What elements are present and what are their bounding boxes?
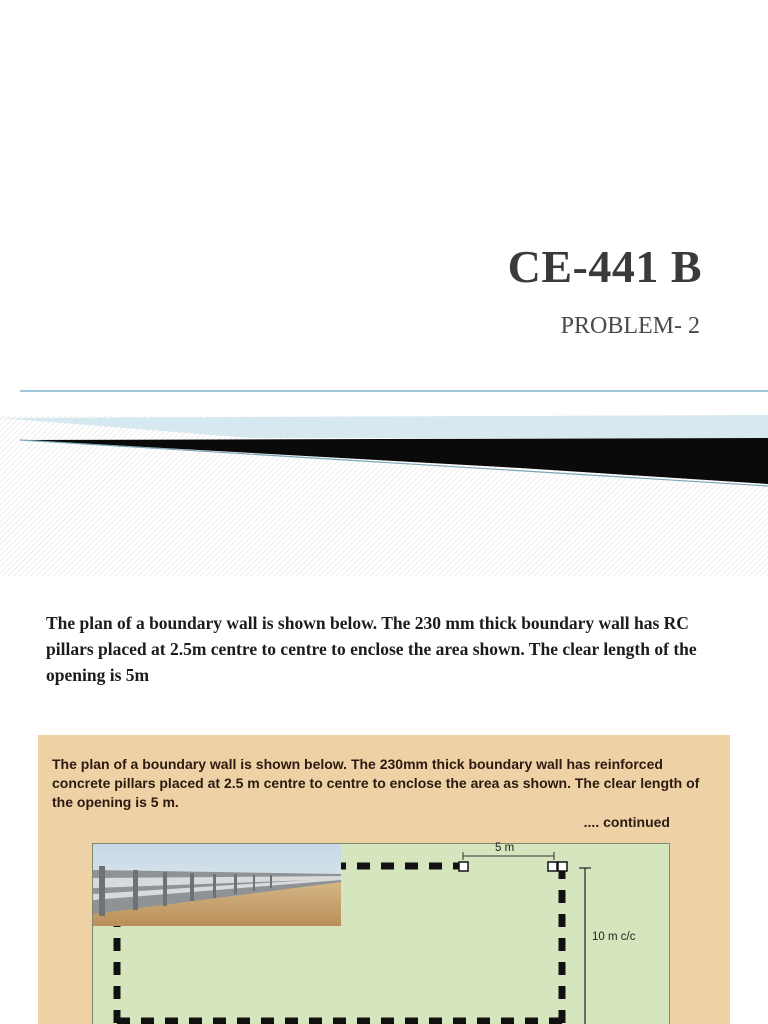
slide-subtitle: PROBLEM- 2 (560, 313, 700, 339)
figure-statement: The plan of a boundary wall is shown below. The 230mm thick boundary wall has reinforced concrete pillars placed at 2.5 m centre to centre to enclose the area as shown. The clear length of the opening is 5 m. (52, 756, 700, 810)
slide-title: CE-441 B (507, 241, 702, 292)
decorative-banner (0, 380, 768, 576)
pillar (558, 862, 567, 871)
boundary-wall-plan (92, 843, 670, 1024)
figure-continued: .... continued (583, 814, 670, 830)
pillar (459, 862, 468, 871)
opening-label: 5 m (495, 842, 515, 854)
pillar (548, 862, 557, 871)
width-label: 10 m c/c (592, 931, 636, 943)
wall-photo (93, 844, 341, 926)
problem-statement: The plan of a boundary wall is shown below. The 230 mm thick boundary wall has RC pillars placed at 2.5m centre to centre to enclose the area shown. The clear length of the opening is 5m (46, 613, 697, 685)
problem-figure (38, 735, 730, 1024)
